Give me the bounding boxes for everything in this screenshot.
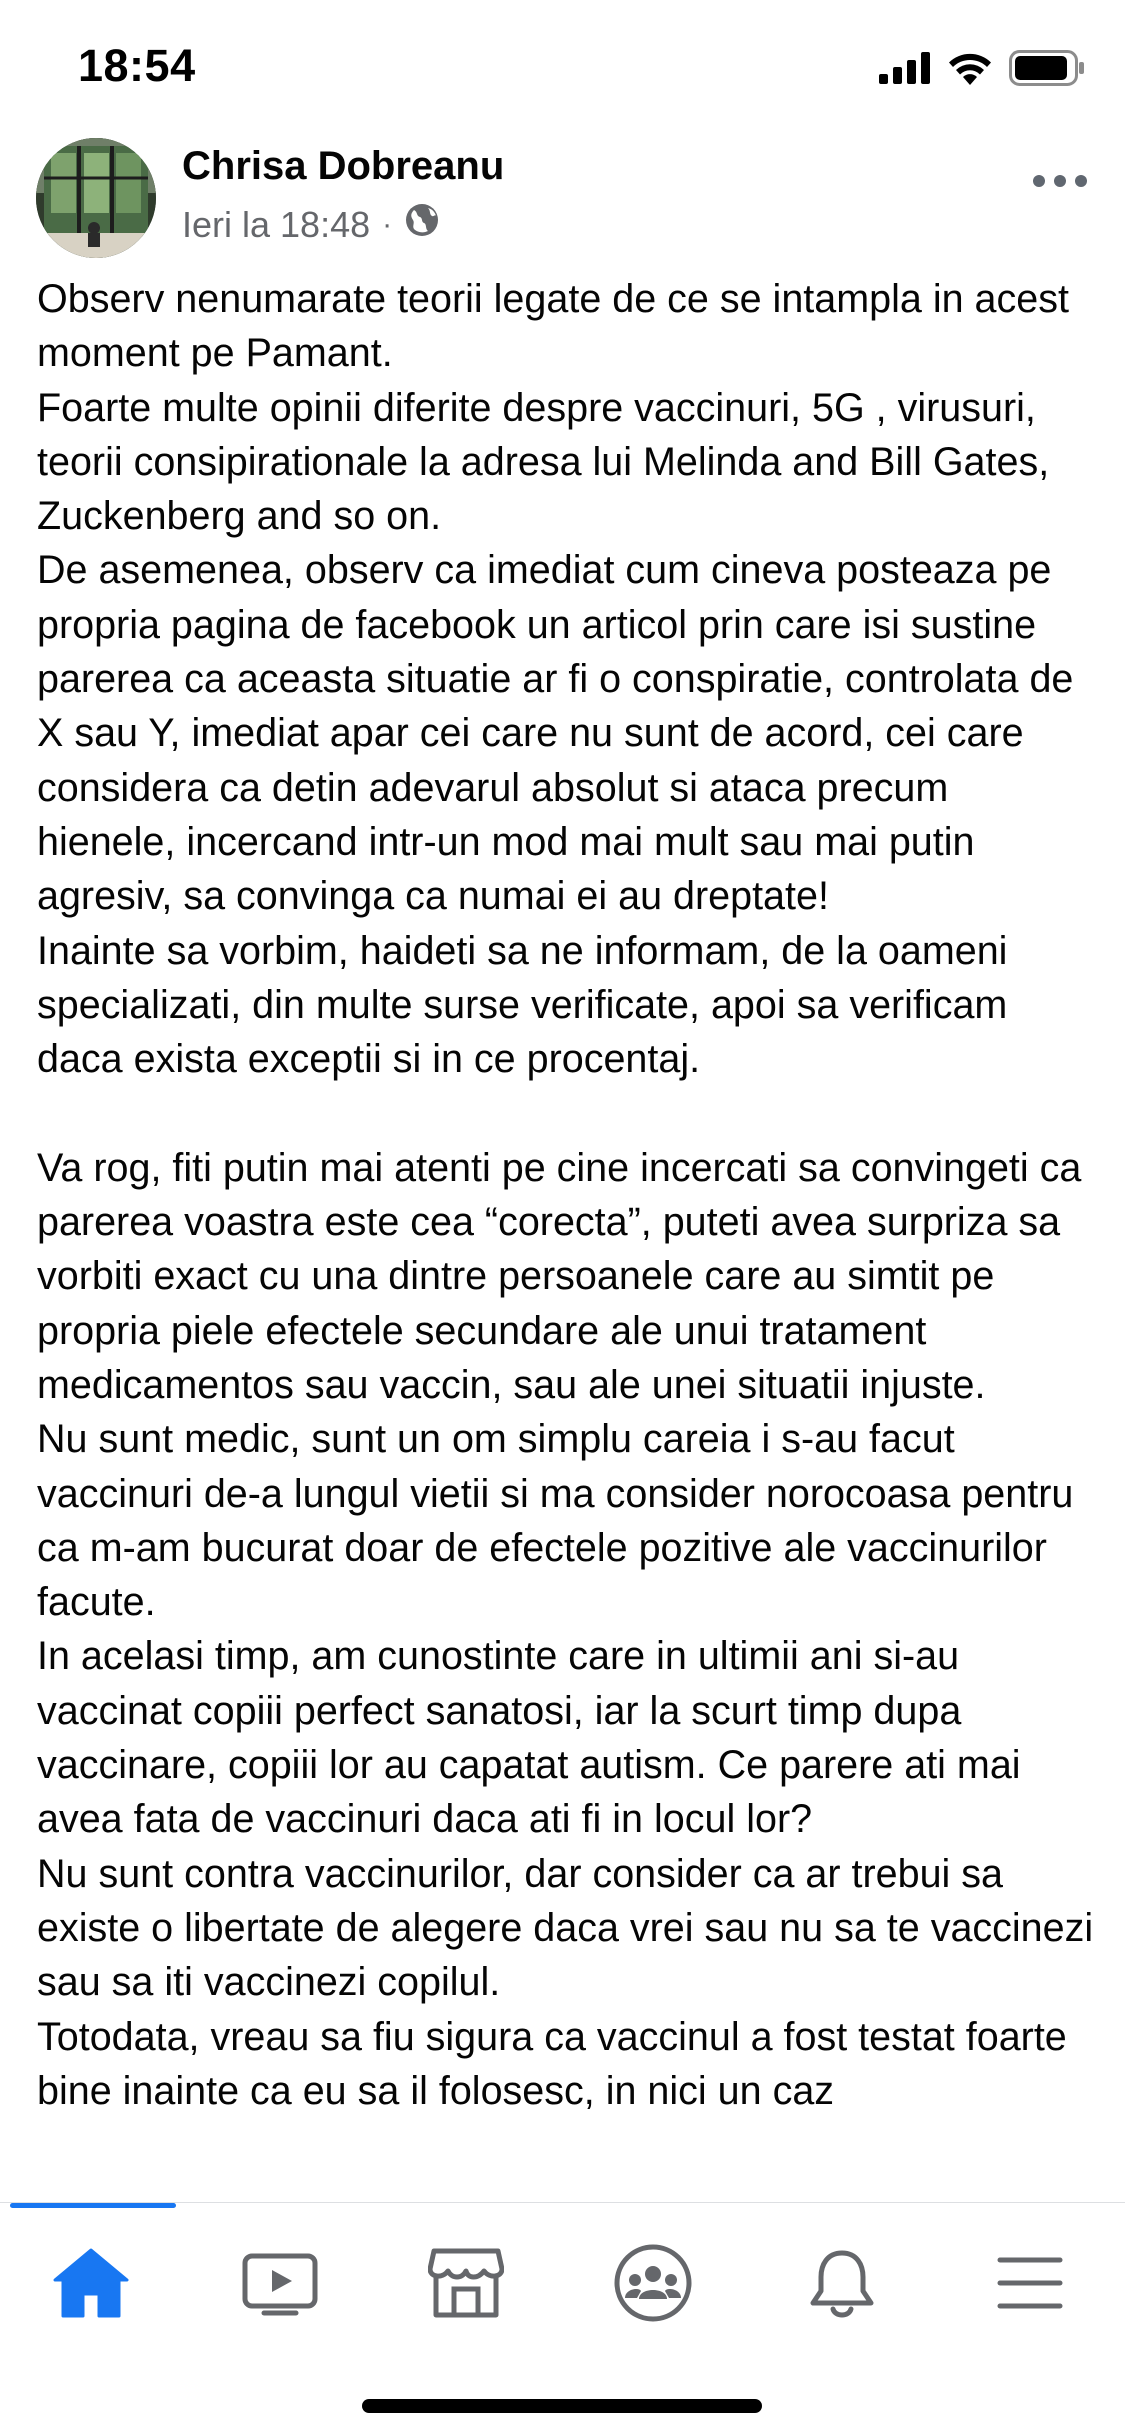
post-paragraph: Totodata, vreau sa fiu sigura ca vaccinul a fost testat foarte bine inainte ca eu sa il folosesc, in nici un caz: [37, 2014, 1067, 2113]
meta-separator: ·: [382, 207, 393, 241]
tab-menu[interactable]: [970, 2233, 1090, 2333]
post-paragraph: Va rog, fiti putin mai atenti pe cine incercati sa convingeti ca parerea voastra este cea “corecta”, puteti avea surpriza sa vorbiti exact cu una dintre persoanele care au simtit pe propria piele efectele secundare ale unui tratament medicamentos sau vaccin, sau ale unei situatii injuste.: [37, 1145, 1082, 1407]
tab-groups[interactable]: [593, 2233, 713, 2333]
author-name[interactable]: Chrisa Dobreanu: [182, 144, 505, 188]
video-icon: [242, 2250, 318, 2316]
post-paragraph: De asemenea, observ ca imediat cum cineva posteaza pe propria pagina de facebook un articol prin care isi sustine parerea ca aceasta situatie ar fi o conspiratie, controlata de X sau Y, imediat apar cei care nu sunt de acord, cei care considera ca detin adevarul absolut si ataca precum hienele, incercand intr-un mod mai mult sau mai putin agresiv, sa convinga ca numai ei au dreptate!: [37, 548, 1074, 919]
tab-home[interactable]: [31, 2233, 151, 2333]
active-tab-indicator: [10, 2203, 176, 2208]
status-bar: [0, 0, 1125, 132]
post-timestamp[interactable]: Ieri la 18:48: [182, 203, 371, 245]
post-paragraph: Nu sunt medic, sunt un om simplu careia i s-au facut vaccinuri de-a lungul vietii si ma consider norocoasa pentru ca m-am bucurat doar de efectele pozitive ale vaccinurilor facute.: [37, 1417, 1074, 1625]
home-icon: [53, 2248, 129, 2318]
avatar[interactable]: [36, 138, 156, 258]
post-paragraph: In acelasi timp, am cunostinte care in ultimii ani si-au vaccinat copiii perfect sanatosi, iar la scurt timp dupa vaccinare, copiii lor au capatat autism. Ce parere ati mai avea fata de vaccinuri daca ati fi in locul lor?: [37, 1634, 1021, 1842]
globe-icon: [404, 202, 440, 247]
post-paragraph: Inainte sa vorbim, haideti sa ne informam, de la oameni specializati, din multe surse verificate, apoi sa verificam daca exista exceptii si in ce procentaj.: [37, 928, 1008, 1082]
paragraph-spacer: [37, 1086, 1097, 1140]
wifi-icon: [947, 51, 993, 85]
battery-icon: [1009, 50, 1085, 86]
groups-icon: [613, 2243, 693, 2323]
post-meta: [182, 202, 440, 247]
status-time: 18:54: [78, 40, 196, 91]
tab-marketplace[interactable]: [406, 2233, 526, 2333]
tab-bar: [0, 2202, 1125, 2436]
home-indicator-bar[interactable]: [362, 2399, 762, 2413]
tab-notifications[interactable]: [782, 2233, 902, 2333]
status-icons: [879, 50, 1085, 86]
menu-icon: [997, 2255, 1063, 2311]
post-paragraph: Observ nenumarate teorii legate de ce se intampla in acest moment pe Pamant.: [37, 277, 1069, 376]
post-body: [37, 272, 1097, 2202]
post-paragraph: Nu sunt contra vaccinurilor, dar consider ca ar trebui sa existe o libertate de alegere daca vrei sau nu sa te vaccinezi sau sa iti vaccinezi copilul.: [37, 1851, 1094, 2005]
post-header: [0, 132, 1125, 268]
marketplace-icon: [428, 2247, 504, 2319]
cellular-signal-icon: [879, 52, 931, 84]
bell-icon: [807, 2247, 877, 2319]
post-paragraph: Foarte multe opinii diferite despre vaccinuri, 5G , virusuri, teorii consipirationale la adresa lui Melinda and Bill Gates, Zuckenberg and so on.: [37, 385, 1050, 539]
more-options-button[interactable]: [1025, 156, 1095, 206]
tab-watch[interactable]: [220, 2233, 340, 2333]
